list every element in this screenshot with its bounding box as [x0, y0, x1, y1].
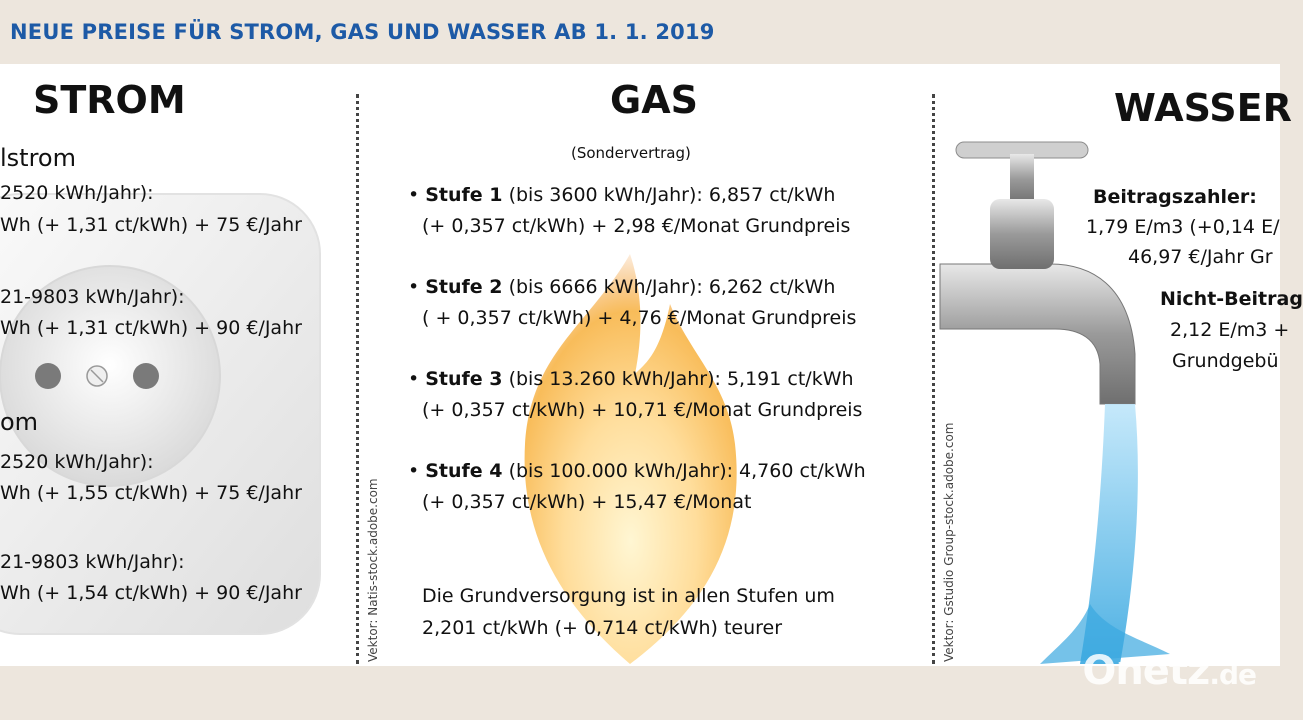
- strom-line-3: 21-9803 kWh/Jahr):: [0, 286, 185, 308]
- strom-line-5: 2520 kWh/Jahr):: [0, 451, 154, 473]
- strom-section-2: om: [0, 408, 39, 436]
- infographic-panel: [0, 64, 1303, 666]
- divider-left: [356, 94, 359, 664]
- gas-stufe-1-label: Stufe 1: [425, 184, 503, 206]
- logo-tld: .de: [1209, 658, 1256, 691]
- gas-stufe-4-line2: (+ 0,357 ct/kWh) + 15,47 €/Monat: [422, 491, 752, 513]
- wasser-nicht-line2: Grundgebü: [1172, 350, 1279, 372]
- gas-stufe-3-label: Stufe 3: [425, 368, 503, 390]
- strom-line-4: Wh (+ 1,31 ct/kWh) + 90 €/Jahr: [0, 317, 302, 339]
- page-title: NEUE PREISE FÜR STROM, GAS UND WASSER AB 1. 1. 2019: [10, 20, 715, 44]
- strom-line-8: Wh (+ 1,54 ct/kWh) + 90 €/Jahr: [0, 582, 302, 604]
- strom-line-2: Wh (+ 1,31 ct/kWh) + 75 €/Jahr: [0, 214, 302, 236]
- gas-stufe-3-text: (bis 13.260 kWh/Jahr): 5,191 ct/kWh: [502, 368, 854, 390]
- strom-credit: Vektor: Natis-stock.adobe.com: [366, 478, 380, 662]
- gas-stufe-2-line2: ( + 0,357 ct/kWh) + 4,76 €/Monat Grundpreis: [422, 307, 857, 329]
- logo-main: Onetz: [1082, 648, 1210, 694]
- gas-stufe-4-line1: • Stufe 4 (bis 100.000 kWh/Jahr): 4,760 ct/kWh: [408, 460, 866, 482]
- wasser-beitrag-line1: 1,79 E/m3 (+0,14 E/: [1086, 216, 1280, 238]
- gas-stufe-4-label: Stufe 4: [425, 460, 503, 482]
- socket-hole-left: [35, 363, 61, 389]
- wasser-title: WASSER: [1114, 86, 1292, 130]
- gas-note-line2: 2,201 ct/kWh (+ 0,714 ct/kWh) teurer: [422, 617, 783, 639]
- header-bar: [0, 0, 1280, 64]
- gas-note-line1: Die Grundversorgung ist in allen Stufen um: [422, 585, 835, 607]
- onetz-logo[interactable]: [1082, 648, 1256, 694]
- strom-line-1: 2520 kWh/Jahr):: [0, 182, 154, 204]
- wasser-beitrag-label-text: Beitragszahler:: [1093, 186, 1257, 208]
- wasser-nicht-label-text: Nicht-Beitrag: [1160, 288, 1303, 310]
- gas-stufe-4-text: (bis 100.000 kWh/Jahr): 4,760 ct/kWh: [502, 460, 866, 482]
- gas-title: GAS: [610, 78, 698, 122]
- wasser-beitrag-label: [1093, 186, 1257, 208]
- tap-body: [940, 264, 1135, 404]
- strom-title: STROM: [33, 78, 186, 122]
- gas-subtitle: (Sondervertrag): [571, 144, 691, 162]
- strom-line-7: 21-9803 kWh/Jahr):: [0, 551, 185, 573]
- gas-stufe-3-line2: (+ 0,357 ct/kWh) + 10,71 €/Monat Grundpreis: [422, 399, 863, 421]
- wasser-nicht-line1: 2,12 E/m3 +: [1170, 319, 1290, 341]
- gas-stufe-2-label: Stufe 2: [425, 276, 503, 298]
- gas-credit: Vektor: Gstudio Group-stock.adobe.com: [942, 422, 956, 662]
- gas-stufe-2-line1: • Stufe 2 (bis 6666 kWh/Jahr): 6,262 ct/kWh: [408, 276, 836, 298]
- strom-line-6: Wh (+ 1,55 ct/kWh) + 75 €/Jahr: [0, 482, 302, 504]
- gas-stufe-1-line1: • Stufe 1 (bis 3600 kWh/Jahr): 6,857 ct/kWh: [408, 184, 836, 206]
- wasser-beitrag-line2: 46,97 €/Jahr Gr: [1128, 246, 1273, 268]
- gas-stufe-3-line1: • Stufe 3 (bis 13.260 kWh/Jahr): 5,191 ct/kWh: [408, 368, 854, 390]
- gas-stufe-2-text: (bis 6666 kWh/Jahr): 6,262 ct/kWh: [502, 276, 836, 298]
- gas-stufe-1-text: (bis 3600 kWh/Jahr): 6,857 ct/kWh: [502, 184, 836, 206]
- socket-hole-right: [133, 363, 159, 389]
- gas-stufe-1-line2: (+ 0,357 ct/kWh) + 2,98 €/Monat Grundpreis: [422, 215, 851, 237]
- strom-section-1: lstrom: [0, 144, 76, 172]
- wasser-nicht-label: [1160, 288, 1303, 310]
